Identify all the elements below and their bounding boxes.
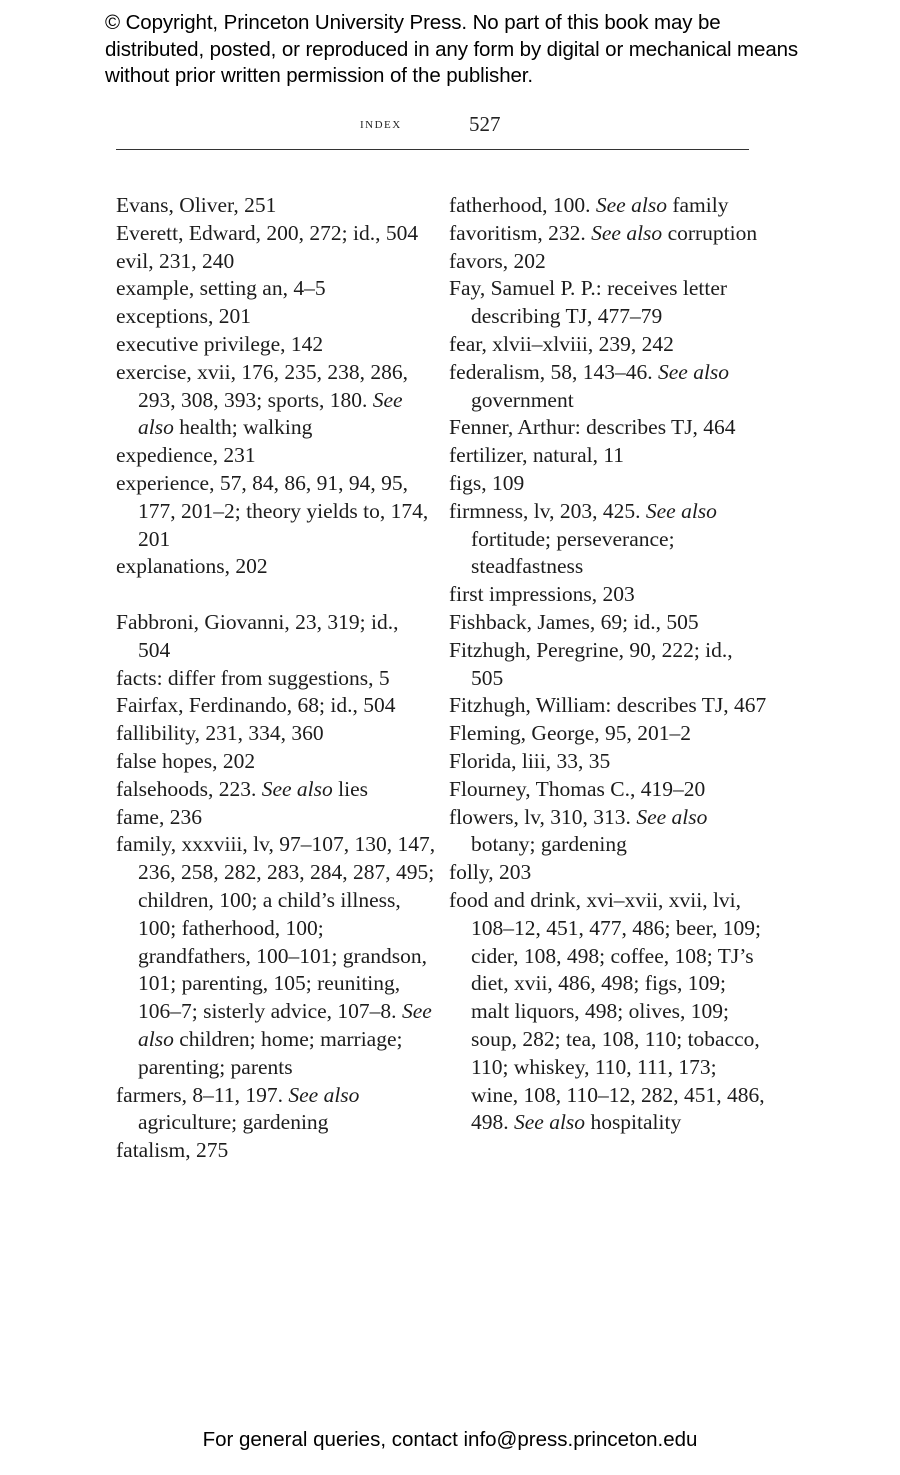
see-also-label: See also: [138, 387, 403, 440]
entry-text: Fenner, Arthur: describes TJ, 464: [449, 415, 736, 440]
entry-text: Florida, liii, 33, 35: [449, 748, 611, 773]
index-entry: [116, 748, 436, 776]
index-entry: [116, 692, 436, 720]
entry-text: fortitude; perseverance; steadfastness: [471, 526, 675, 579]
copyright-notice: © Copyright, Princeton University Press. No part of this book may be distributed, posted, or reproduced in any form by digital or mechanical means without prior written permission of the publisher.: [105, 11, 799, 87]
contact-footer: For general queries, contact info@press.princeton.edu: [202, 1428, 698, 1451]
entry-text: folly, 203: [449, 860, 532, 885]
entry-text: Fitzhugh, Peregrine, 90, 222; id., 505: [449, 637, 733, 690]
see-also-label: See also: [636, 804, 708, 829]
page-number: 527: [469, 112, 501, 136]
index-entry: [449, 192, 769, 220]
index-entry: [116, 1082, 436, 1138]
index-entry: [449, 804, 769, 860]
index-entry: [449, 331, 769, 359]
index-entry: [449, 498, 769, 581]
entry-text: corruption: [662, 220, 758, 245]
entry-text: botany; gardening: [471, 832, 627, 857]
entry-text: exceptions, 201: [116, 304, 251, 329]
entry-text: exercise, xvii, 176, 235, 238, 286, 293, 308, 393; sports, 180.: [116, 359, 408, 412]
entry-text: hospitality: [585, 1110, 682, 1135]
entry-text: fame, 236: [116, 804, 202, 829]
index-entry: [116, 331, 436, 359]
entry-text: explanations, 202: [116, 554, 268, 579]
entry-text: Fabbroni, Giovanni, 23, 319; id., 504: [116, 609, 399, 662]
entry-text: Evans, Oliver, 251: [116, 193, 277, 217]
entry-text: health; walking: [173, 415, 313, 440]
entry-text: fallibility, 231, 334, 360: [116, 721, 324, 746]
entry-text: Fitzhugh, William: describes TJ, 467: [449, 693, 767, 718]
entry-text: Fishback, James, 69; id., 505: [449, 609, 699, 634]
see-also-label: See also: [288, 1082, 360, 1107]
index-entry: [116, 776, 436, 804]
entry-text: fatalism, 275: [116, 1138, 229, 1163]
index-entry: [116, 303, 436, 331]
entry-text: family: [666, 193, 729, 217]
entry-text: first impressions, 203: [449, 582, 635, 607]
index-entry: [116, 553, 436, 581]
entry-text: government: [471, 387, 574, 412]
entry-text: Everett, Edward, 200, 272; id., 504: [116, 220, 419, 245]
entry-text: favoritism, 232.: [449, 220, 592, 245]
entry-text: Flourney, Thomas C., 419–20: [449, 776, 706, 801]
index-entry: [116, 470, 436, 553]
entry-text: favors, 202: [449, 248, 546, 273]
index-entry: [116, 442, 436, 470]
index-entry: [449, 637, 769, 693]
letter-group-gap: [116, 581, 436, 609]
index-entry: [449, 442, 769, 470]
index-entry: [449, 470, 769, 498]
index-entry: [116, 359, 436, 442]
entry-text: falsehoods, 223.: [116, 776, 262, 801]
see-also-label: See also: [595, 193, 667, 217]
entry-text: federalism, 58, 143–46.: [449, 359, 658, 384]
entry-text: fatherhood, 100.: [449, 193, 596, 217]
index-column-right: [449, 192, 769, 1137]
entry-text: firmness, lv, 203, 425.: [449, 498, 646, 523]
index-entry: [449, 748, 769, 776]
entry-text: food and drink, xvi–xvii, xvii, lvi, 108–12, 451, 477, 486; beer, 109; cider, 108, 498; coffee, 108; TJ’s diet, xvii, 486, 498; figs, 109; malt liquors, 498; olives, 109; soup, 282; tea, 108, 110; tobacco, 110; whiskey, 110, 111, 173; wine, 108, 110–12, 282, 451, 486, 498.: [449, 887, 765, 1135]
index-entry: [116, 720, 436, 748]
entry-text: flowers, lv, 310, 313.: [449, 804, 637, 829]
entry-text: fear, xlvii–xlviii, 239, 242: [449, 331, 674, 356]
index-entry: [449, 275, 769, 331]
entry-text: fertilizer, natural, 11: [449, 443, 625, 468]
entry-text: executive privilege, 142: [116, 331, 324, 356]
index-entry: [449, 720, 769, 748]
index-entry: [116, 220, 436, 248]
header-rule: [116, 149, 749, 150]
entry-text: figs, 109: [449, 470, 525, 495]
entry-text: expedience, 231: [116, 443, 256, 468]
entry-text: false hopes, 202: [116, 748, 256, 773]
index-entry: [449, 692, 769, 720]
index-entry: [116, 831, 436, 1081]
entry-text: facts: differ from suggestions, 5: [116, 665, 390, 690]
index-column-left: [116, 192, 436, 1165]
entry-text: lies: [332, 776, 368, 801]
see-also-label: See also: [514, 1110, 586, 1135]
entry-text: evil, 231, 240: [116, 248, 235, 273]
index-entry: [449, 414, 769, 442]
index-entry: [116, 192, 436, 220]
index-entry: [449, 359, 769, 415]
index-entry: [116, 1137, 436, 1165]
index-entry: [116, 804, 436, 832]
entry-text: farmers, 8–11, 197.: [116, 1082, 289, 1107]
entry-text: Fay, Samuel P. P.: receives letter describing TJ, 477–79: [449, 276, 728, 329]
running-head: [116, 112, 749, 142]
entry-text: Fairfax, Ferdinando, 68; id., 504: [116, 693, 396, 718]
index-entry: [449, 220, 769, 248]
entry-text: family, xxxviii, lv, 97–107, 130, 147, 236, 258, 282, 283, 284, 287, 495; children, 100; a child’s illness, 100; fatherhood, 100; grandfathers, 100–101; grandson, 101; parenting, 105; reuniting, 106–7; sisterly advice, 107–8.: [116, 832, 436, 1024]
index-entry: [116, 665, 436, 693]
index-entry: [449, 859, 769, 887]
see-also-label: See also: [645, 498, 717, 523]
index-entry: [449, 581, 769, 609]
entry-text: experience, 57, 84, 86, 91, 94, 95, 177, 201–2; theory yields to, 174, 201: [116, 470, 429, 551]
index-entry: [116, 248, 436, 276]
index-entry: [449, 609, 769, 637]
see-also-label: See also: [261, 776, 333, 801]
section-label: index: [360, 116, 402, 132]
entry-text: Fleming, George, 95, 201–2: [449, 721, 692, 746]
entry-text: agriculture; gardening: [138, 1110, 329, 1135]
see-also-label: See also: [658, 359, 730, 384]
entry-text: example, setting an, 4–5: [116, 276, 326, 301]
index-entry: [449, 887, 769, 1137]
index-entry: [116, 609, 436, 665]
see-also-label: See also: [138, 999, 432, 1051]
see-also-label: See also: [591, 220, 663, 245]
index-entry: [449, 776, 769, 804]
entry-text: children; home; marriage; parenting; parents: [138, 1026, 403, 1079]
index-entry: [449, 248, 769, 276]
index-entry: [116, 275, 436, 303]
